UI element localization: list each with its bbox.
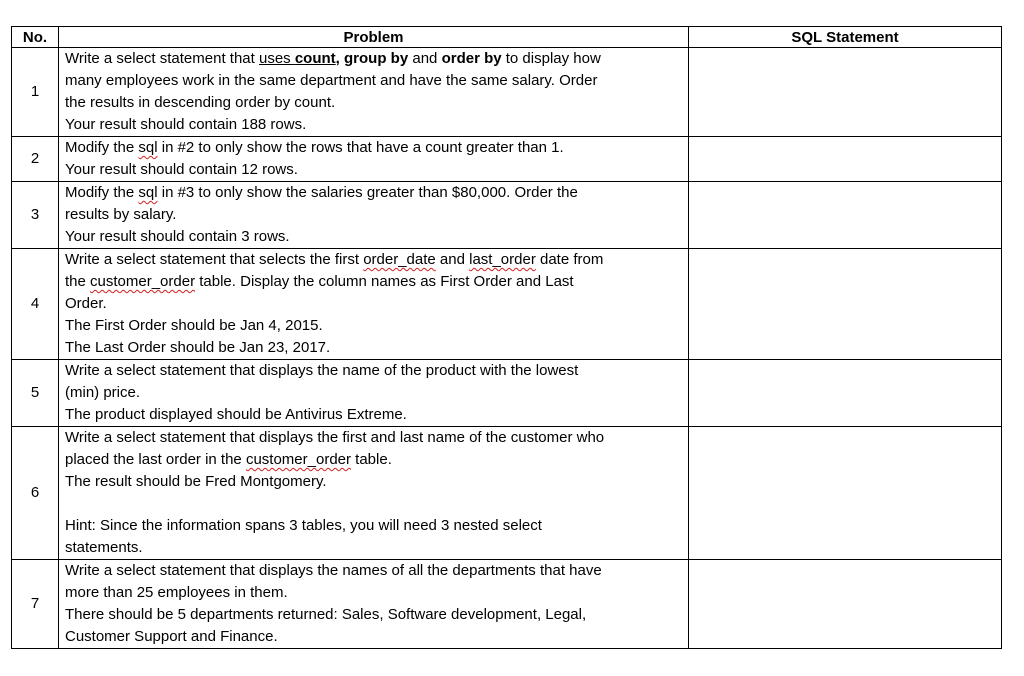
problem-cell: [59, 182, 689, 249]
problem-line: The product displayed should be Antivirus Extreme.: [65, 406, 407, 423]
text-run: uses: [258, 50, 295, 67]
problem-line: [65, 449, 684, 471]
problem-line: Your result should contain 12 rows.: [65, 161, 298, 178]
text-run: placed the last order in the: [65, 451, 246, 468]
header-problem: Problem: [59, 27, 689, 48]
problem-cell: [59, 249, 689, 360]
problem-line: [65, 182, 684, 204]
sql-statement-cell[interactable]: [689, 249, 1002, 360]
text-run: in #3 to only show the salaries greater than $80,000. Order the: [157, 184, 578, 201]
header-sql-statement: SQL Statement: [689, 27, 1002, 48]
text-run: the: [65, 273, 91, 290]
sql-statement-cell[interactable]: [689, 48, 1002, 137]
problem-line: [65, 271, 684, 293]
text-run: last_order: [469, 251, 536, 268]
problem-line: the results in descending order by count.: [65, 94, 336, 111]
text-run: Write a select statement that selects the first: [65, 251, 364, 268]
sql-statement-cell[interactable]: [689, 137, 1002, 182]
problem-line: Hint: Since the information spans 3 tables, you will need 3 nested select: [65, 517, 542, 534]
text-run: sql: [138, 184, 158, 201]
row-number: 6: [12, 427, 59, 560]
problem-line: [65, 249, 684, 271]
text-run: sql: [138, 139, 158, 156]
problem-cell: [59, 48, 689, 137]
row-number: 1: [12, 48, 59, 137]
text-run: table.: [351, 451, 392, 468]
header-no: No.: [12, 27, 59, 48]
text-run: group by: [344, 50, 409, 67]
problem-line: many employees work in the same department and have the same salary. Order: [65, 72, 598, 89]
text-run: Modify the: [65, 184, 139, 201]
text-run: customer_order: [245, 451, 351, 468]
table-row: [12, 427, 1002, 560]
problem-cell: [59, 427, 689, 560]
sql-statement-cell[interactable]: [689, 360, 1002, 427]
text-run: table. Display the column names as First Order and Last: [195, 273, 574, 290]
sql-statement-cell[interactable]: [689, 560, 1002, 649]
problem-cell: [59, 137, 689, 182]
row-number: 5: [12, 360, 59, 427]
text-run: customer_order: [90, 273, 196, 290]
problem-line: Write a select statement that displays the names of all the departments that have: [65, 562, 602, 579]
blank-line: [65, 493, 684, 515]
row-number: 7: [12, 560, 59, 649]
sql-statement-cell[interactable]: [689, 182, 1002, 249]
text-run: ,: [335, 50, 345, 67]
assignment-table: [11, 26, 1002, 649]
text-run: and: [435, 251, 470, 268]
problem-line: The result should be Fred Montgomery.: [65, 473, 327, 490]
header-row: [12, 27, 1002, 48]
table-row: [12, 137, 1002, 182]
table-row: [12, 182, 1002, 249]
problem-line: statements.: [65, 539, 143, 556]
problem-line: (min) price.: [65, 384, 141, 401]
text-run: Modify the: [65, 139, 139, 156]
problem-line: The First Order should be Jan 4, 2015.: [65, 317, 323, 334]
table-row: [12, 360, 1002, 427]
problem-line: results by salary.: [65, 206, 177, 223]
text-run: and: [408, 50, 442, 67]
table-row: [12, 48, 1002, 137]
sql-statement-cell[interactable]: [689, 427, 1002, 560]
text-run: Write a select statement that: [65, 50, 259, 67]
problem-cell: [59, 360, 689, 427]
problem-line: [65, 48, 684, 70]
problem-line: Write a select statement that displays the first and last name of the customer who: [65, 429, 605, 446]
table-row: [12, 249, 1002, 360]
table-row: [12, 560, 1002, 649]
problem-line: Write a select statement that displays the name of the product with the lowest: [65, 362, 579, 379]
text-run: in #2 to only show the rows that have a count greater than 1.: [157, 139, 564, 156]
text-run: to display how: [501, 50, 601, 67]
text-run: date from: [535, 251, 604, 268]
problem-line: Customer Support and Finance.: [65, 628, 278, 645]
row-number: 4: [12, 249, 59, 360]
problem-line: The Last Order should be Jan 23, 2017.: [65, 339, 331, 356]
row-number: 2: [12, 137, 59, 182]
text-run: count: [294, 50, 336, 67]
problem-line: more than 25 employees in them.: [65, 584, 288, 601]
row-number: 3: [12, 182, 59, 249]
problem-line: Your result should contain 188 rows.: [65, 116, 307, 133]
text-run: order by: [441, 50, 502, 67]
problem-line: [65, 137, 684, 159]
text-run: order_date: [363, 251, 436, 268]
problem-cell: [59, 560, 689, 649]
problem-line: There should be 5 departments returned: Sales, Software development, Legal,: [65, 606, 587, 623]
problem-line: Order.: [65, 295, 107, 312]
problem-line: Your result should contain 3 rows.: [65, 228, 290, 245]
